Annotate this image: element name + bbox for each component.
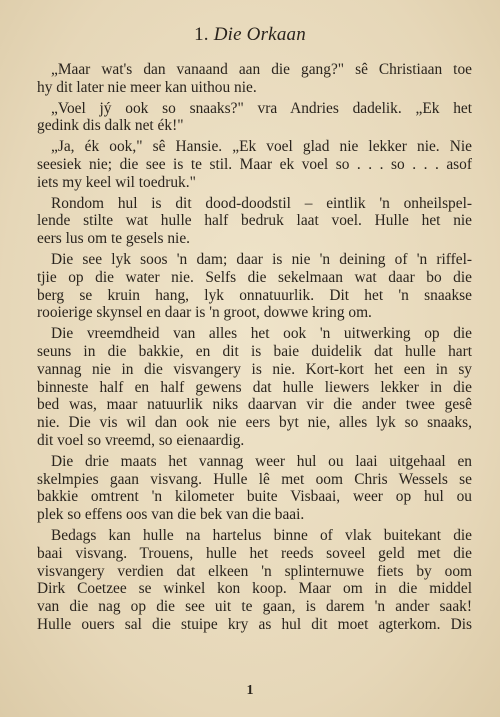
text-line: rooierige skynsel en daar is 'n groot, dowwe kring om. — [37, 304, 372, 322]
text-line: binneste half en half gewens dat hulle liewers lekker in die — [37, 378, 472, 396]
paragraph — [37, 251, 472, 322]
text-line: Rondom hul is dit dood-doodstil – eintlik 'n onheilspel- — [51, 194, 472, 212]
text-line: seesiek nie; die see is te stil. Maar ek voel so . . . so . . . asof — [37, 155, 472, 173]
chapter-heading — [0, 24, 500, 46]
text-line: bed was, maar natuurlik niks daarvan vir die ander twee gesê — [37, 396, 472, 414]
text-line: Die drie maats het vannag weer hul ou laai uitgehaal en — [51, 452, 472, 470]
text-line: lende stilte wat hulle half bedruk laat voel. Hulle het nie — [37, 212, 472, 230]
text-line: „Ja, ék ook," sê Hansie. „Ek voel glad nie lekker nie. Nie — [51, 138, 472, 156]
paragraph — [37, 453, 472, 524]
text-line: Die see lyk soos 'n dam; daar is nie 'n deining of 'n riffel- — [51, 250, 472, 268]
text-line: Bedags kan hulle na hartelus binne of vlak buitekant die — [51, 526, 472, 544]
text-line: skelmpies gaan visvang. Hulle lê met oom Chris Wessels se — [37, 470, 472, 488]
chapter-number: 1. — [194, 24, 209, 45]
text-line: vannag nie in die visvangery is nie. Kort-kort het een in sy — [37, 360, 472, 378]
paragraph — [37, 61, 472, 97]
text-line: van die nag op die see uit te gaan, is darem 'n ander saak! — [37, 598, 472, 616]
text-line: nie. Die vis wil dan ook nie eers byt nie, alles lyk so snaaks, — [37, 414, 472, 432]
text-line: gedink dis dalk net ék!" — [37, 117, 184, 135]
paragraph — [37, 138, 472, 191]
text-line: hy dit later nie meer kan uithou nie. — [37, 78, 257, 96]
text-line: Hulle ouers sal die stuipe kry as hul dit moet agterkom. Dis — [37, 615, 472, 633]
text-line: visvangery verdien dat elkeen 'n splinternuwe fiets by oom — [37, 562, 472, 580]
body-text — [37, 61, 472, 637]
text-line: „Maar wat's dan vanaand aan die gang?" sê Christiaan toe — [51, 61, 472, 78]
paragraph — [37, 325, 472, 450]
text-line: bakkie omtrent 'n kilometer buite Visbaai, weer op hul ou — [37, 488, 472, 506]
text-line: baai visvang. Trouens, hulle het reeds soveel geld met die — [37, 544, 472, 562]
text-line: tjie op die water nie. Selfs die sekelmaan wat daar bo die — [37, 268, 472, 286]
paragraph — [37, 100, 472, 136]
text-line: berg se kruin hang, lyk onnatuurlik. Dit het 'n snaakse — [37, 286, 472, 304]
text-line: „Voel jý ook so snaaks?" vra Andries dadelik. „Ek het — [51, 99, 472, 117]
text-line: Dirk Coetzee se winkel kon koop. Maar om in die middel — [37, 580, 472, 598]
text-line: eers lus om te gesels nie. — [37, 230, 191, 248]
text-line: iets my keel wil toedruk." — [37, 173, 196, 191]
chapter-title: Die Orkaan — [213, 24, 306, 45]
text-line: Die vreemdheid van alles het ook 'n uitwerking op die — [51, 325, 472, 343]
text-line: plek so effens oos van die bek van die baai. — [37, 506, 305, 524]
text-line: seuns in die bakkie, en dit is baie duidelik dat hulle hart — [37, 342, 472, 360]
paragraph — [37, 527, 472, 634]
text-line: dit voel so vreemd, so eienaardig. — [37, 431, 245, 449]
paragraph — [37, 195, 472, 248]
page-number: 1 — [246, 683, 254, 698]
